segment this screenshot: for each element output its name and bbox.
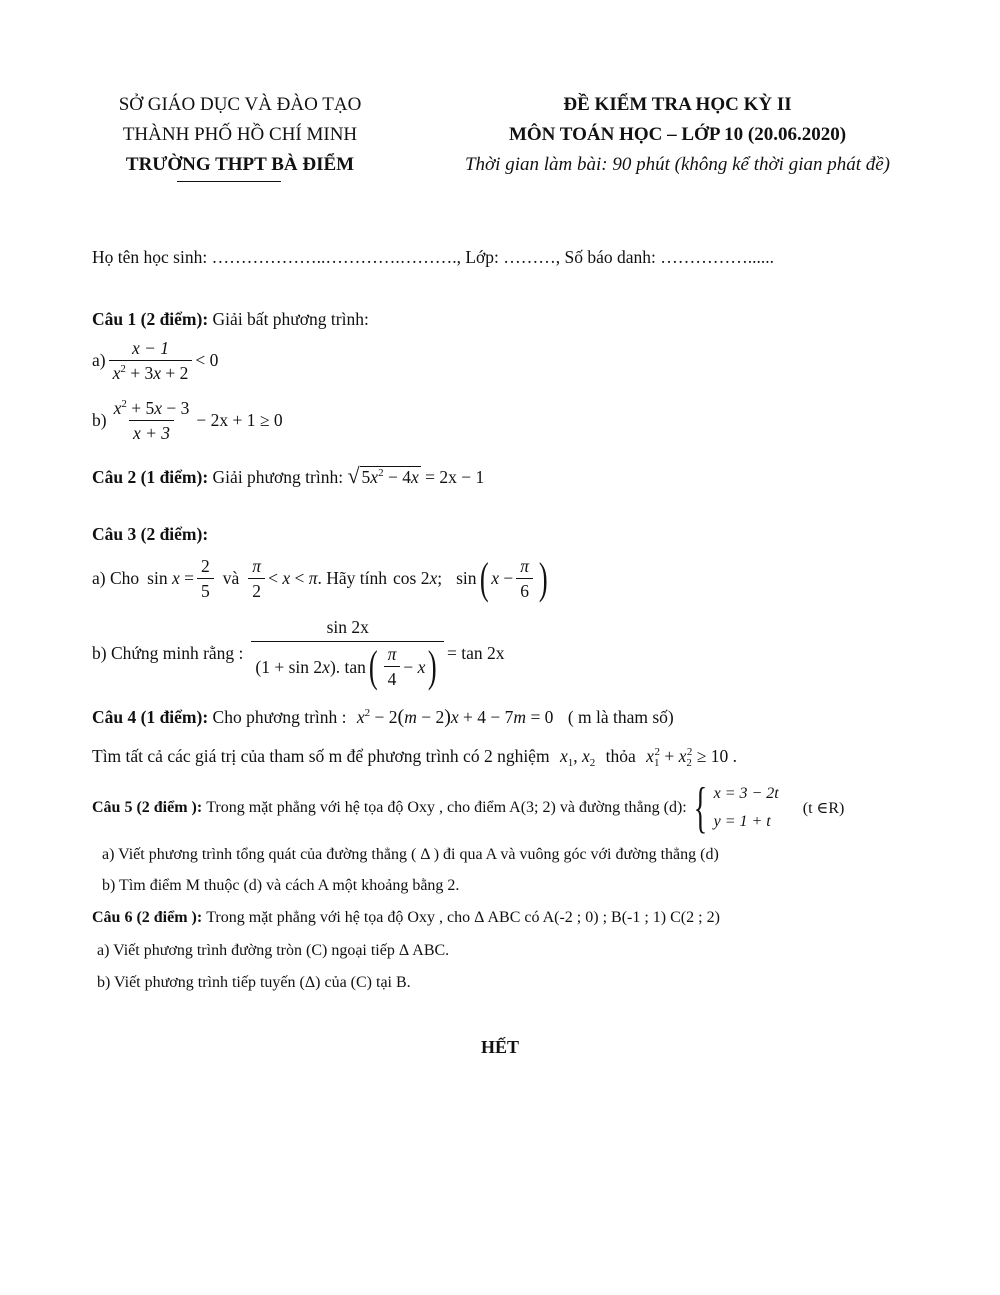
exam-duration: Thời gian làm bài: 90 phút (không kể thời gian phát đề) xyxy=(464,154,891,175)
question-2: Câu 2 (1 điểm): Giải phương trình: √ $5x^2 - 4x = 2x - 1$ xyxy=(92,463,485,488)
question-4: Câu 4 (1 điểm): Cho phương trình : $x^2 - 2(m - 2)x + 4 - 7m = 0$ ( m là tham số) xyxy=(92,706,674,728)
question-1-heading: Câu 1 (2 điểm): Giải bất phương trình: xyxy=(92,309,369,329)
question-1a-fraction: $\frac{x - 1}{x^2 + 3x + 2}$ xyxy=(109,338,193,383)
question-1b: b) $\frac{x^2 + 5x - 3}{x + 3}$ − 2x + 1 ≥ 0 xyxy=(92,398,283,443)
question-6: Câu 6 (2 điểm ): Trong mặt phẳng với hệ tọa độ Oxy , cho Δ ABC có A(-2 ; 0) ; B(-1 ; 1) C(2 ; 2) xyxy=(92,909,720,926)
exam-title: ĐỀ KIỂM TRA HỌC KỲ II xyxy=(563,94,792,115)
question-1a: a) $\frac{x - 1}{x^2 + 3x + 2}$ < 0 xyxy=(92,338,219,383)
question-1b-fraction: $\frac{x^2 + 5x - 3}{x + 3}$ xyxy=(113,398,190,443)
question-3-heading: Câu 3 (2 điểm): xyxy=(92,524,209,544)
question-3a: a) Cho sin x = $\frac{2}{5}$ và $\frac{\pi}{2}$ < x < π . Hãy tính cos 2x; sin ( x − $\frac{\pi}{6}$ ) xyxy=(92,553,548,603)
question-6a: a) Viết phương trình đường tròn (C) ngoại tiếp Δ ABC. xyxy=(97,942,450,959)
question-4-condition: Tìm tất cả các giá trị của tham số m để phương trình có 2 nghiệm $x_1$, $x_2$ thỏa $x_1^2 + x_2^2 \ge 10$ . xyxy=(92,746,737,769)
question-5b: b) Tìm điểm M thuộc (d) và cách A một khoảng bằng 2. xyxy=(102,877,460,894)
sqrt-expression: √ $5x^2 - 4x$ xyxy=(347,463,419,488)
school-name: TRƯỜNG THPT BÀ ĐIỂM xyxy=(125,154,355,175)
question-3b: b) Chứng minh rằng : sin 2x (1 + sin 2 x ). tan ( $\frac{\pi}{4}$ − x ) = tan 2x xyxy=(92,617,505,691)
school-underline xyxy=(177,181,281,182)
question-5: Câu 5 (2 điểm ): Trong mặt phẳng với hệ tọa độ Oxy , cho điểm A(3; 2) và đường thẳng (d): { x = 3 − 2t y = 1 + t (t ∈R) xyxy=(92,777,845,839)
department-name: SỞ GIÁO DỤC VÀ ĐÀO TẠO xyxy=(118,94,362,115)
question-6b: b) Viết phương trình tiếp tuyến (Δ) của (C) tại B. xyxy=(97,974,411,991)
end-marker: HẾT xyxy=(480,1037,519,1057)
exam-subject: MÔN TOÁN HỌC – LỚP 10 (20.06.2020) xyxy=(508,124,847,145)
line-d-system: x = 3 − 2t y = 1 + t xyxy=(713,785,779,830)
city-name: THÀNH PHỐ HỒ CHÍ MINH xyxy=(122,124,358,145)
question-5a: a) Viết phương trình tổng quát của đường thẳng ( Δ ) đi qua A và vuông góc với đường thẳng (d) xyxy=(102,846,719,863)
student-info-line: Họ tên học sinh: ………………..………….………., Lớp: ………, Số báo danh: ……………...... xyxy=(92,247,775,267)
